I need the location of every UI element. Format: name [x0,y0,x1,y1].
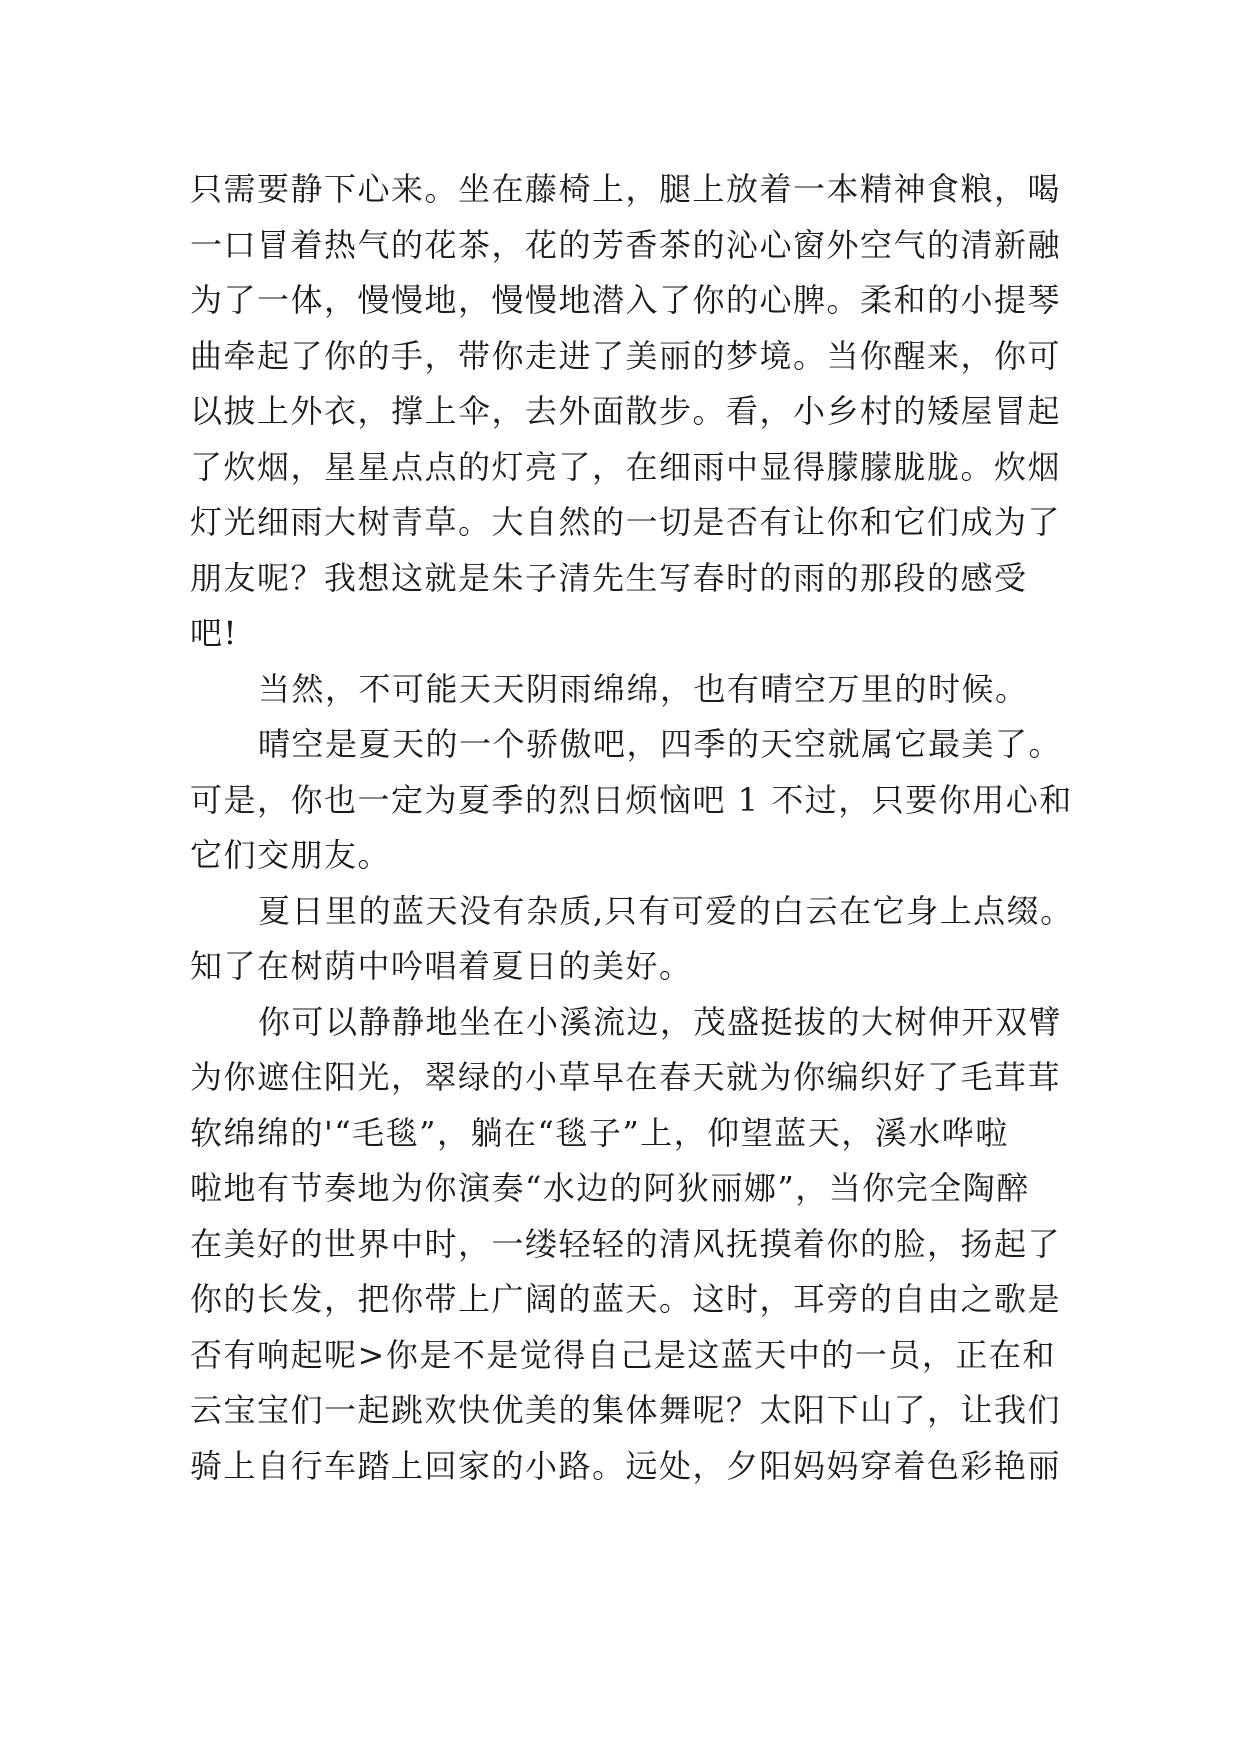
text-line: 吧! [190,614,238,652]
text-line: 骑上自行车踏上回家的小路。远处，夕阳妈妈穿着色彩艳丽 [190,1446,1062,1485]
text-line: 一口冒着热气的花茶，花的芳香茶的沁心窗外空气的清新融 [190,225,1062,264]
text-line: 为你遮住阳光，翠绿的小草早在春天就为你编织好了毛茸茸 [190,1058,1062,1096]
text-line: 云宝宝们一起跳欢快优美的集体舞呢？太阳下山了，让我们 [190,1391,1062,1429]
text-line: 它们交朋友。 [190,836,392,874]
text-line: 在美好的世界中时，一缕轻轻的清风抚摸着你的脸，扬起了 [190,1224,1062,1263]
text-line: 夏日里的蓝天没有杂质,只有可爱的白云在它身上点缀。 [258,891,1074,930]
text-line: 可是，你也一定为夏季的烈日烦恼吧 1 不过，只要你用心和 [190,780,1073,819]
text-line: 朋友呢？我想这就是朱子清先生写春时的雨的那段的感受 [190,558,1028,597]
text-line: 以披上外衣，撑上伞，去外面散步。看，小乡村的矮屋冒起 [190,392,1062,430]
text-line: 否有响起呢>你是不是觉得自己是这蓝天中的一员，正在和 [190,1335,1056,1374]
text-line: 曲牵起了你的手，带你走进了美丽的梦境。当你醒来，你可 [190,336,1062,375]
body-text [190,162,1074,1494]
text-line: 为了一体，慢慢地，慢慢地潜入了你的心脾。柔和的小提琴 [190,281,1062,319]
text-line: 晴空是夏天的一个骄傲吧，四季的天空就属它最美了。 [258,725,1063,763]
text-line: 知了在树荫中吟唱着夏日的美好。 [190,947,693,985]
text-line: 啦地有节奏地为你演奏“水边的阿狄丽娜”，当你完全陶醉 [190,1169,1030,1207]
text-line: 了炊烟，星星点点的灯亮了，在细雨中显得朦朦胧胧。炊烟 [190,447,1062,486]
text-line: 灯光细雨大树青草。大自然的一切是否有让你和它们成为了 [190,503,1062,541]
text-line: 你可以静静地坐在小溪流边，茂盛挺拔的大树伸开双臂 [258,1002,1063,1041]
text-line: 只需要静下心来。坐在藤椅上，腿上放着一本精神食粮，喝 [190,170,1062,208]
text-line: 软绵绵的'“毛毯”，躺在“毯子”上，仰望蓝天，溪水哗啦 [190,1113,1009,1152]
text-line: 当然，不可能天天阴雨绵绵，也有晴空万里的时候。 [258,669,1029,708]
text-line: 你的长发，把你带上广阔的蓝天。这时，耳旁的自由之歌是 [190,1280,1062,1318]
